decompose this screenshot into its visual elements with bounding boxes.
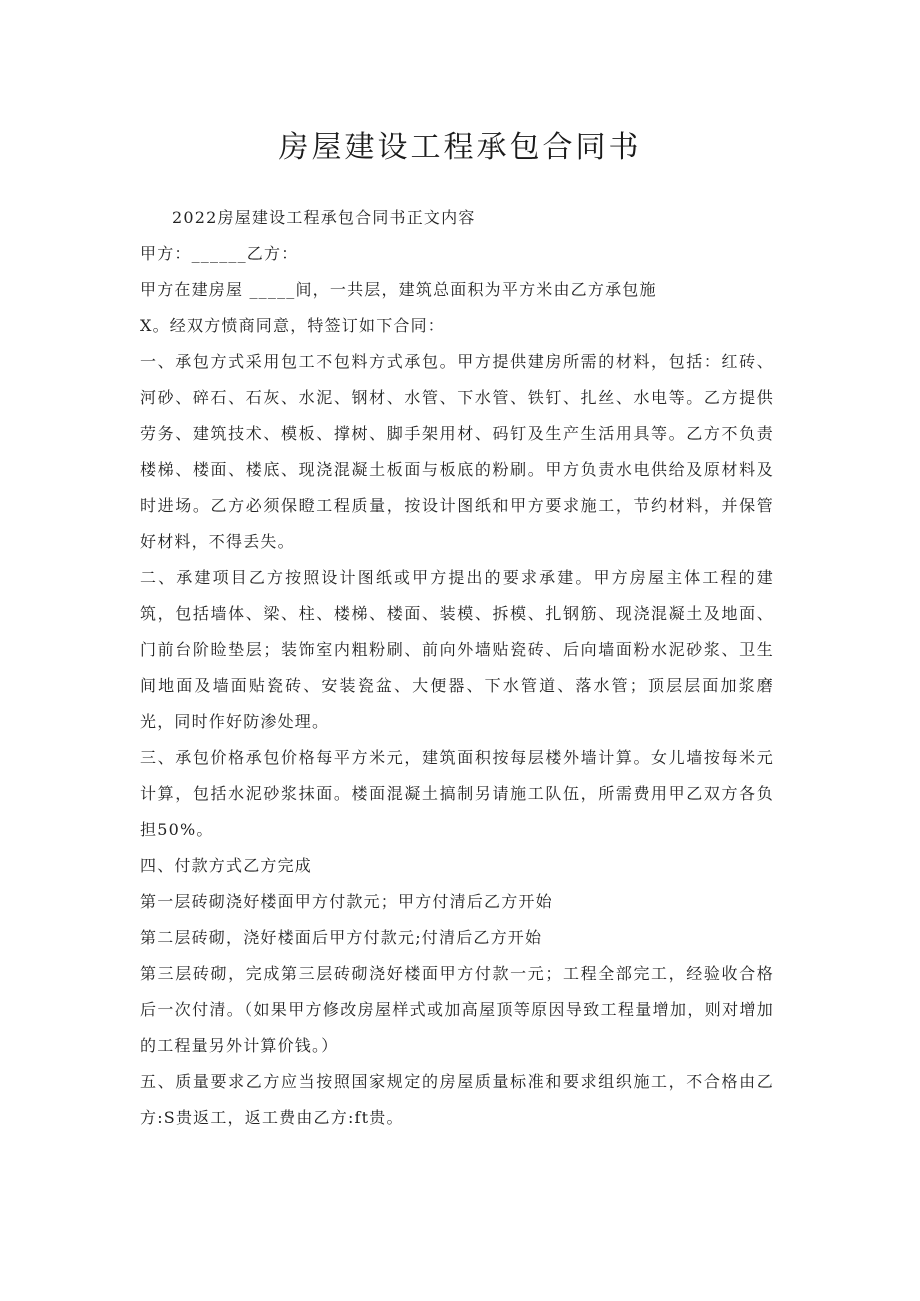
clause-5-paragraph: 五、质量要求乙方应当按照国家规定的房屋质量标准和要求组织施工，不合格由乙方:S贵返工，返工费由乙方:ft贵。 bbox=[140, 1072, 774, 1127]
clause-4-heading: 四、付款方式乙方完成 bbox=[140, 856, 313, 875]
clause-2-paragraph: 二、承建项目乙方按照设计图纸或甲方提出的要求承建。甲方房屋主体工程的建筑，包括墙体、梁、柱、楼梯、楼面、装模、拆模、扎钢筋、现浇混凝土及地面、门前台阶睑垫层；装饰室内粗粉刷、前向外墙贴瓷砖、后向墙面粉水泥砂浆、卫生间地面及墙面贴瓷砖、安装瓷盆、大便器、下水管道、落水管；顶层层面加浆磨光，同时作好防渗处理。 bbox=[140, 568, 774, 731]
intro-paragraph: 甲方在建房屋 _____间，一共层，建筑总面积为平方米由乙方承包施 bbox=[140, 280, 657, 299]
agreement-paragraph: X。经双方愤商同意，特签订如下合同： bbox=[140, 316, 445, 335]
payment-floor-3: 第三层砖砌，完成第三层砖砌浇好楼面甲方付款一元；工程全部完工，经验收合格后一次付清。（如果甲方修改房屋样式或加高屋顶等原因导致工程量增加，则对增加的工程量另外计算价钱。） bbox=[140, 964, 774, 1055]
document-body bbox=[140, 200, 774, 1136]
parties-paragraph: 甲方：______乙方： bbox=[140, 244, 299, 263]
clause-1-paragraph: 一、承包方式采用包工不包料方式承包。甲方提供建房所需的材料，包括：红砖、河砂、碎石、石灰、水泥、钢材、水管、下水管、铁钉、扎丝、水电等。乙方提供劳务、建筑技术、模板、撑树、脚手架用材、码钉及生产生活用具等。乙方不负责楼梯、楼面、楼底、现浇混凝土板面与板底的粉刷。甲方负责水电供给及原材料及时进场。乙方必须保瞪工程质量，按设计图纸和甲方要求施工，节约材料，并保管好材料，不得丢失。 bbox=[140, 352, 774, 551]
document-title: 房屋建设工程承包合同书 bbox=[278, 130, 642, 165]
payment-floor-1: 第一层砖砌浇好楼面甲方付款元；甲方付清后乙方开始 bbox=[140, 892, 553, 911]
subtitle-paragraph: 2022房屋建设工程承包合同书正文内容 bbox=[172, 208, 476, 227]
clause-3-paragraph: 三、承包价格承包价格每平方米元，建筑面积按每层楼外墙计算。女儿墙按每米元计算，包括水泥砂浆抹面。楼面混凝土搞制另请施工队伍，所需费用甲乙双方各负担50%。 bbox=[140, 748, 774, 839]
payment-floor-2: 第二层砖砌，浇好楼面后甲方付款元;付清后乙方开始 bbox=[140, 928, 543, 947]
